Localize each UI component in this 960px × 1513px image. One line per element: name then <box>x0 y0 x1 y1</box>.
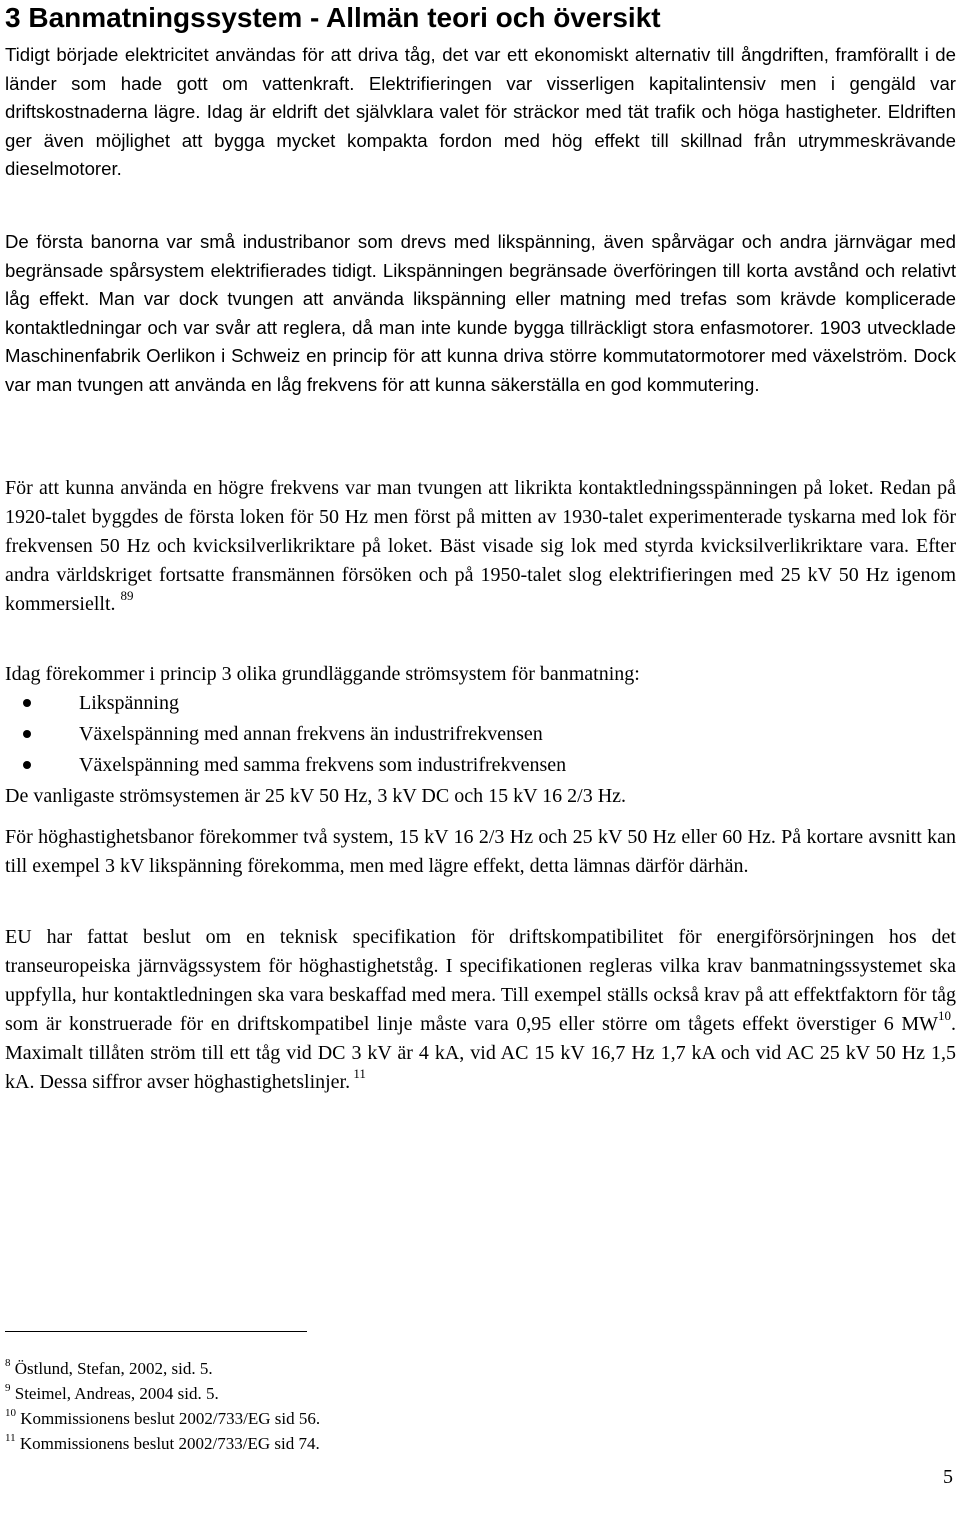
section-heading: 3 Banmatningssystem - Allmän teori och översikt <box>5 2 661 33</box>
footnote-number: 10 <box>5 1407 16 1420</box>
paragraph-eu <box>5 923 956 1097</box>
footnote-text: Kommissionens beslut 2002/733/EG sid 74. <box>15 1434 320 1453</box>
footnote-divider <box>5 1331 307 1332</box>
page-number: 5 <box>943 1466 953 1488</box>
footnote-list <box>5 1356 320 1456</box>
footnote-text: Kommissionens beslut 2002/733/EG sid 56. <box>16 1409 321 1428</box>
footnote <box>5 1431 320 1456</box>
paragraph-eu-text-b: . Maximalt tillåten ström till ett tåg vid DC 3 kV är 4 kA, vid AC 15 kV 16,7 Hz 1,7 kA och vid AC 25 kV 50 Hz 1,5 kA. Dessa siffror avser höghastighetslinjer. <box>5 1013 956 1093</box>
paragraph-high-speed: För höghastighetsbanor förekommer två system, 15 kV 16 2/3 Hz och 25 kV 50 Hz eller 60 Hz. På kortare avsnitt kan till exempel 3 kV likspänning förekomma, men med lägre effekt, detta lämnas därför därhän. <box>5 826 956 877</box>
list-item <box>5 688 956 719</box>
paragraph-frequency <box>5 474 956 619</box>
footnote-ref-89: 89 <box>120 588 134 604</box>
bullet-icon <box>23 730 31 738</box>
list-item-text: Likspänning <box>79 692 179 714</box>
paragraph-intro: Tidigt började elektricitet användas för att driva tåg, det var ett ekonomiskt alternativ till ångdriften, framförallt i de länder som hade gott om vattenkraft. Elektrifieringen var visserligen kapitalintensiv men i gengäld var driftskostnaderna lägre. Idag är eldrift det självklara valet för sträckor med tät trafik och höga hastigheter. Eldriften ger även möjlighet att bygga mycket kompakta fordon med hög effekt till skillnad från utrymmeskrävande dieselmotorer. <box>5 44 956 179</box>
footnote <box>5 1406 320 1431</box>
footnote-number: 11 <box>5 1432 16 1445</box>
bullet-icon <box>23 699 31 707</box>
list-item-text: Växelspänning med samma frekvens som industrifrekvensen <box>79 754 567 776</box>
footnote-ref-10: 10 <box>938 1008 951 1024</box>
paragraph-eu-text-a: EU har fattat beslut om en teknisk specifikation för driftskompatibilitet för energiförsörjningen hos det transeuropeiska järnvägssystem för höghastighetståg. I specifikationen regleras vilka krav banmatningssystemet ska uppfylla, hur kontaktledningen ska vara beskaffad med mera. Till exempel ställs också krav på att effektfaktorn för tåg som är konstruerade för en driftskompatibel linje måste vara 0,95 eller större om tågets effekt överstiger 6 MW <box>5 926 956 1035</box>
bullet-list <box>5 688 956 781</box>
paragraph-frequency-text: För att kunna använda en högre frekvens var man tvungen att likrikta kontaktledningsspänningen på loket. Redan på 1920-talet byggdes de första loken för 50 Hz men först på mitten av 1930-talet experimenterade tyskarna med lok för frekvensen 50 Hz och kvicksilverlikriktare på loket. Bäst visade sig lok med styrda kvicksilverlikriktare vara. Efter andra världskriget fortsatte fransmännen försöken och på 1950-talet slog elektrifieringen med 25 kV 50 Hz igenom kommersiellt. <box>5 477 956 615</box>
paragraph-history-text: De första banorna var små industribanor som drevs med likspänning, även spårvägar och andra järnvägar med begränsade spårsystem elektrifierades tidigt. Likspänningen begränsade överföringen till korta avstånd och relativt låg effekt. Man var dock tvungen att använda likspänning eller matning med trefas som krävde komplicerade kontaktledningar och var svår att reglera, då man inte kunde bygga tillräckligt stora enfasmotorer. 1903 utvecklade Maschinenfabrik Oerlikon i Schweiz en princip för att kunna driva större kommutatormotorer med växelström. Dock var man tvungen att använda en låg frekvens för att kunna säkerställa en god kommutering. <box>5 231 956 395</box>
list-item <box>5 719 956 750</box>
footnote-text: Steimel, Andreas, 2004 sid. 5. <box>10 1384 219 1403</box>
paragraph-systems-intro: Idag förekommer i princip 3 olika grundläggande strömsystem för banmatning: <box>5 663 640 685</box>
footnote-number: 8 <box>5 1357 11 1370</box>
bullet-icon <box>23 761 31 769</box>
paragraph-common-systems: De vanligaste strömsystemen är 25 kV 50 Hz, 3 kV DC och 15 kV 16 2/3 Hz. <box>5 785 627 807</box>
paragraph-history <box>5 228 956 399</box>
footnote-ref-11: 11 <box>350 1066 366 1082</box>
footnote <box>5 1381 320 1406</box>
footnote-number: 9 <box>5 1382 11 1395</box>
footnote-text: Östlund, Stefan, 2002, sid. 5. <box>10 1359 213 1378</box>
list-item <box>5 750 956 781</box>
footnote <box>5 1356 320 1381</box>
list-item-text: Växelspänning med annan frekvens än industrifrekvensen <box>79 723 543 745</box>
